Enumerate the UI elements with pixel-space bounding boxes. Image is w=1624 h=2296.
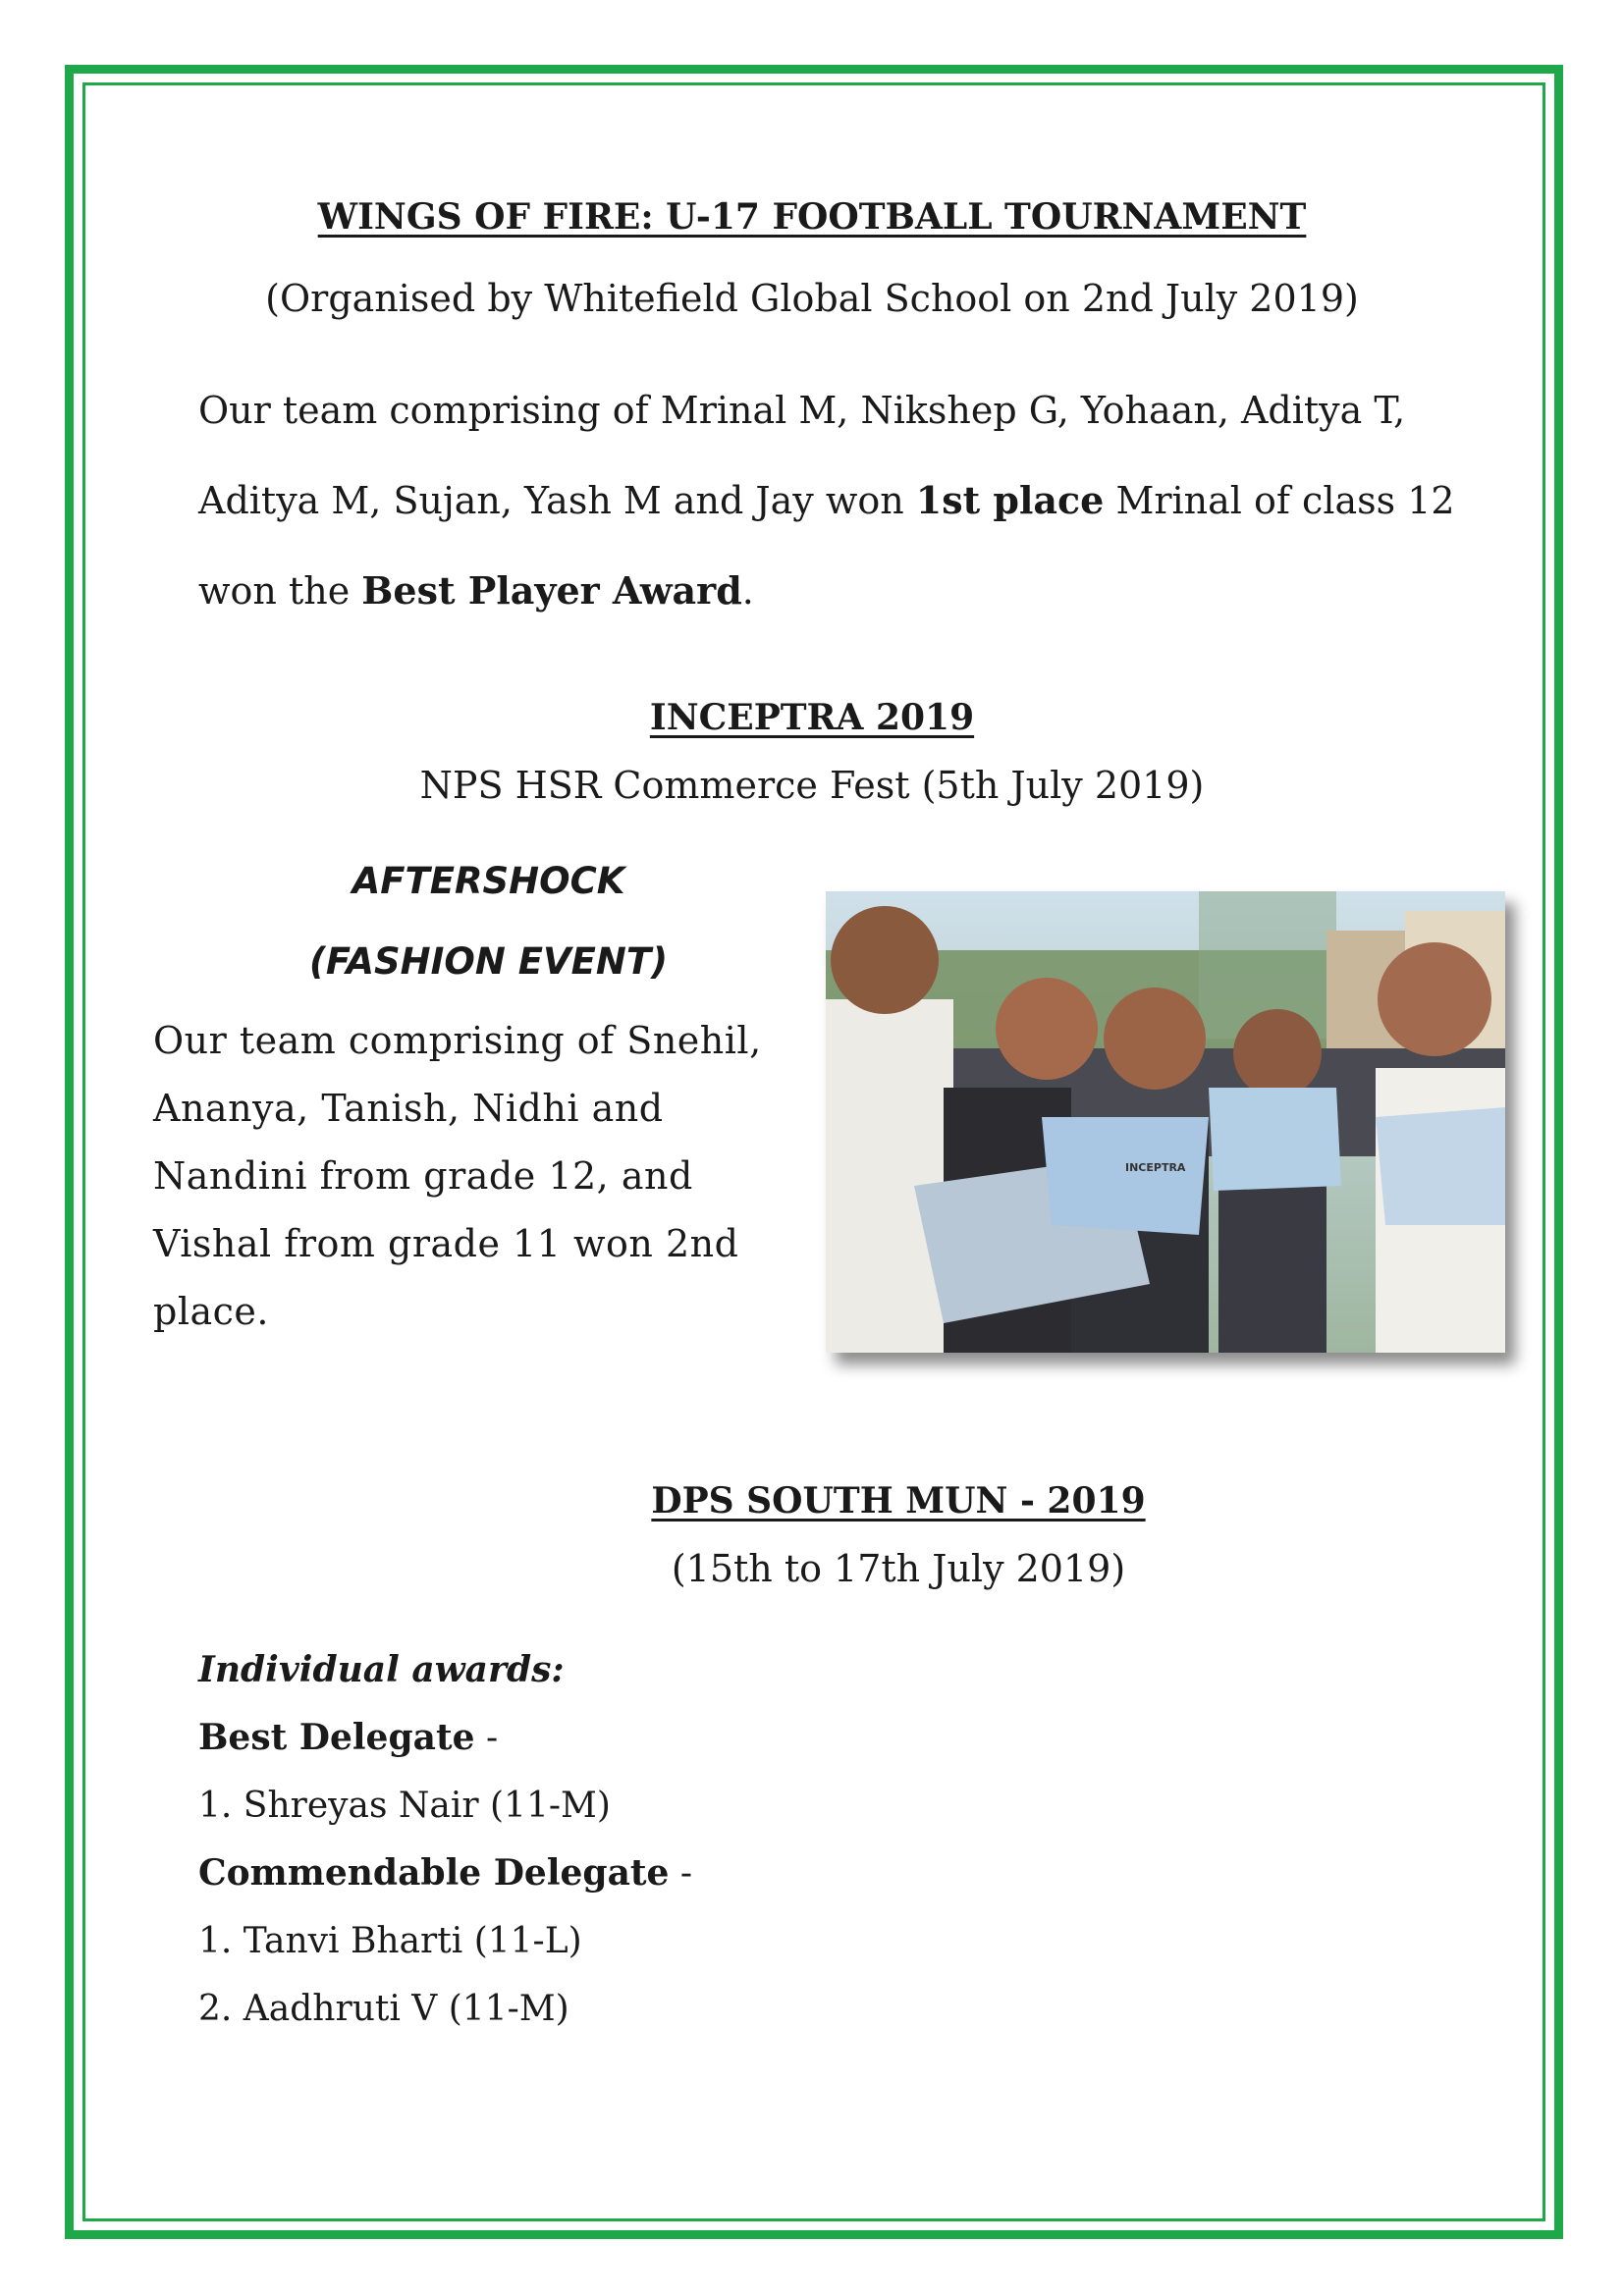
wings-line-2c: Mrinal of class 12	[1104, 479, 1455, 522]
list-item: 1. Shreyas Nair (11-M)	[198, 1786, 611, 1826]
aftershock-title: AFTERSHOCK	[352, 860, 625, 902]
commendable-delegate-heading	[198, 1840, 1082, 1907]
commendable-delegate-label: Commendable Delegate	[198, 1852, 670, 1894]
inceptra-line: Nandini from grade 12, and	[153, 1154, 693, 1198]
wings-line-3	[198, 546, 1504, 636]
inceptra-paragraph	[153, 1007, 821, 1346]
fashion-event-title: (FASHION EVENT)	[308, 940, 669, 983]
list-item: 2. Aadhruti V (11-M)	[198, 1989, 569, 2029]
wings-subtitle: (Organised by Whitefield Global School on 2nd July 2019)	[265, 277, 1359, 320]
best-player-award-text: Best Player Award	[361, 568, 742, 613]
dash: -	[474, 1718, 499, 1758]
inceptra-line: Our team comprising of Snehil,	[153, 1019, 762, 1062]
best-delegate-heading	[198, 1704, 1082, 1772]
individual-awards-text: Individual awards:	[198, 1649, 565, 1690]
wings-paragraph	[198, 365, 1504, 636]
inceptra-line: place.	[153, 1290, 269, 1333]
wings-line-2	[198, 455, 1504, 546]
wings-line-3a: won the	[198, 569, 362, 613]
mun-title: DPS SOUTH MUN - 2019	[651, 1480, 1146, 1522]
wings-title: WINGS OF FIRE: U-17 FOOTBALL TOURNAMENT	[317, 196, 1307, 238]
inceptra-line: Vishal from grade 11 won 2nd	[153, 1222, 739, 1265]
list-item: 1. Tanvi Bharti (11-L)	[198, 1921, 582, 1961]
mun-subtitle: (15th to 17th July 2019)	[671, 1547, 1126, 1590]
best-delegate-label: Best Delegate	[198, 1717, 475, 1758]
inceptra-subtitle: NPS HSR Commerce Fest (5th July 2019)	[419, 764, 1205, 807]
individual-awards-label	[198, 1636, 1082, 1704]
first-place-text: 1st place	[915, 478, 1105, 522]
wings-line-3c: .	[741, 569, 754, 613]
inceptra-line: Ananya, Tanish, Nidhi and	[153, 1087, 664, 1130]
wings-line-1: Our team comprising of Mrinal M, Nikshep G, Yohaan, Aditya T,	[198, 389, 1406, 432]
dash: -	[669, 1853, 693, 1894]
inceptra-title: INCEPTRA 2019	[649, 697, 975, 738]
wings-line-2a: Aditya M, Sujan, Yash M and Jay won	[198, 479, 916, 522]
mun-awards	[198, 1636, 1082, 2043]
certificate-text: INCEPTRA	[1125, 1161, 1186, 1174]
team-photo	[826, 891, 1505, 1353]
